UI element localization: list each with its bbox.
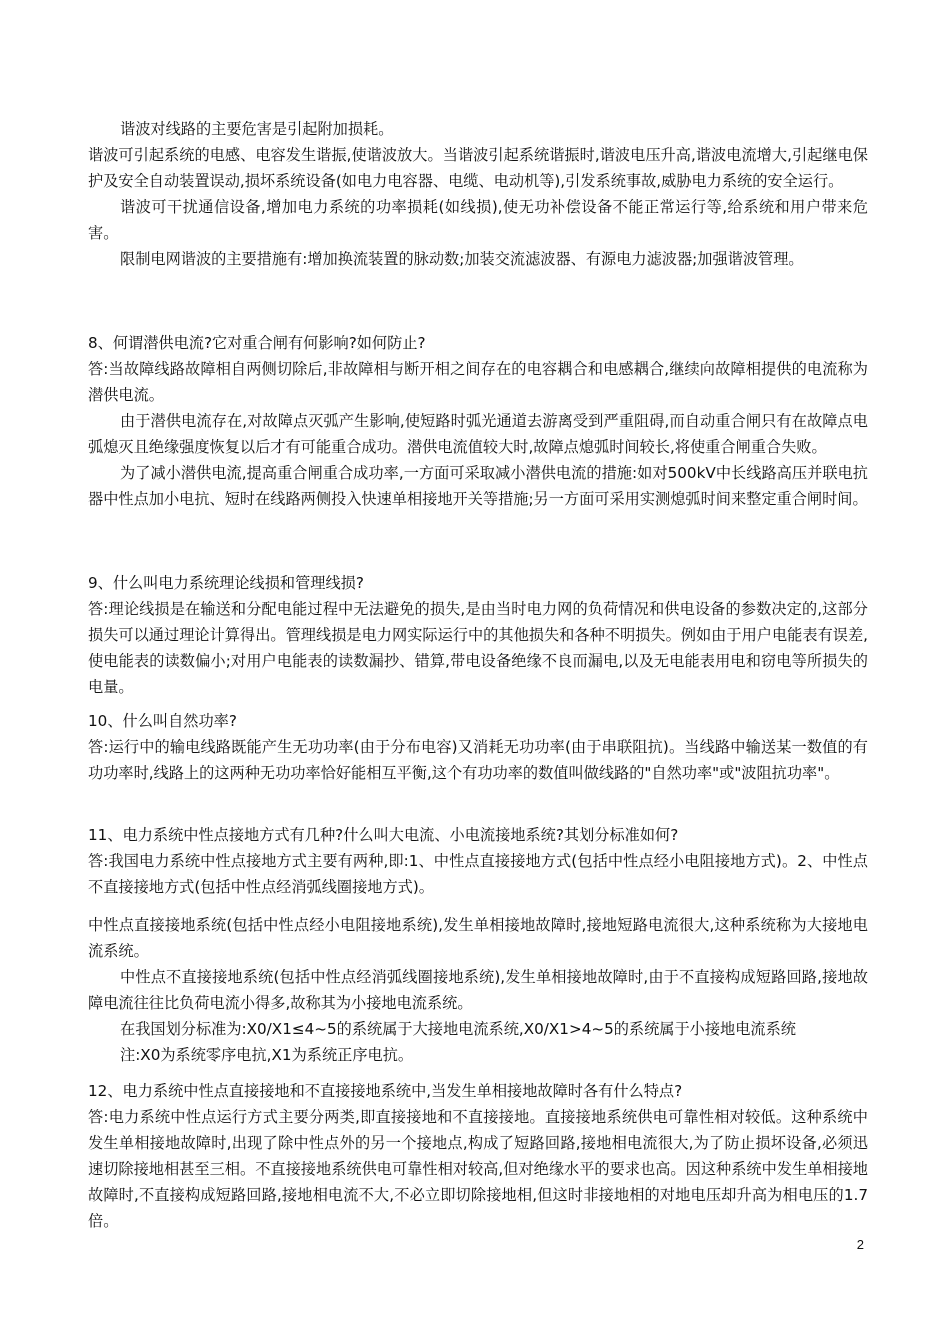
paragraph: 中性点直接接地系统(包括中性点经小电阻接地系统),发生单相接地故障时,接地短路电流很大,这种系统称为大接地电流系统。 bbox=[88, 916, 868, 960]
page-number: 2 bbox=[856, 1237, 864, 1252]
section-q11-detail bbox=[88, 912, 868, 1068]
section-q9 bbox=[88, 570, 868, 700]
section-harmonics bbox=[88, 116, 868, 272]
paragraph: 为了减小潜供电流,提高重合闸重合成功率,一方面可采取减小潜供电流的措施:如对500kV中长线路高压并联电抗器中性点加小电抗、短时在线路两侧投入快速单相接地开关等措施;另一方面可采用实测熄弧时间来整定重合闸时间。 bbox=[88, 464, 868, 508]
answer-paragraph: 答:运行中的输电线路既能产生无功功率(由于分布电容)又消耗无功功率(由于串联阻抗)。当线路中输送某一数值的有功功率时,线路上的这两种无功功率恰好能相互平衡,这个有功功率的数值叫做线路的"自然功率"或"波阻抗功率"。 bbox=[88, 738, 868, 782]
answer-paragraph: 答:理论线损是在输送和分配电能过程中无法避免的损失,是由当时电力网的负荷情况和供电设备的参数决定的,这部分损失可以通过理论计算得出。管理线损是电力网实际运行中的其他损失和各种不明损失。例如由于用户电能表有误差,使电能表的读数偏小;对用户电能表的读数漏抄、错算,带电设备绝缘不良而漏电,以及无电能表用电和窃电等所损失的电量。 bbox=[88, 600, 868, 696]
paragraph: 谐波可干扰通信设备,增加电力系统的功率损耗(如线损),使无功补偿设备不能正常运行等,给系统和用户带来危害。 bbox=[88, 198, 868, 242]
answer-paragraph: 答:当故障线路故障相自两侧切除后,非故障相与断开相之间存在的电容耦合和电感耦合,继续向故障相提供的电流称为潜供电流。 bbox=[88, 360, 868, 404]
paragraph: 限制电网谐波的主要措施有:增加换流装置的脉动数;加装交流滤波器、有源电力滤波器;加强谐波管理。 bbox=[120, 250, 804, 268]
paragraph: 在我国划分标准为:X0/X1≤4~5的系统属于大接地电流系统,X0/X1>4~5的系统属于小接地电流系统 bbox=[120, 1020, 796, 1038]
paragraph: 由于潜供电流存在,对故障点灭弧产生影响,使短路时弧光通道去游离受到严重阻碍,而自动重合闸只有在故障点电弧熄灭且绝缘强度恢复以后才有可能重合成功。潜供电流值较大时,故障点熄弧时间较长,将使重合闸重合失败。 bbox=[88, 412, 868, 456]
question-heading: 8、何谓潜供电流?它对重合闸有何影响?如何防止? bbox=[88, 334, 426, 352]
section-q10 bbox=[88, 708, 868, 786]
note-paragraph: 注:X0为系统零序电抗,X1为系统正序电抗。 bbox=[120, 1046, 414, 1064]
question-heading: 9、什么叫电力系统理论线损和管理线损? bbox=[88, 574, 364, 592]
section-q11 bbox=[88, 822, 868, 900]
paragraph: 谐波可引起系统的电感、电容发生谐振,使谐波放大。当谐波引起系统谐振时,谐波电压升高,谐波电流增大,引起继电保护及安全自动装置误动,损坏系统设备(如电力电容器、电缆、电动机等),引发系统事故,威胁电力系统的安全运行。 bbox=[88, 146, 868, 190]
section-q12 bbox=[88, 1078, 868, 1234]
question-heading: 10、什么叫自然功率? bbox=[88, 712, 237, 730]
answer-paragraph: 答:电力系统中性点运行方式主要分两类,即直接接地和不直接接地。直接接地系统供电可靠性相对较低。这种系统中发生单相接地故障时,出现了除中性点外的另一个接地点,构成了短路回路,接地相电流很大,为了防止损坏设备,必须迅速切除接地相甚至三相。不直接接地系统供电可靠性相对较高,但对绝缘水平的要求也高。因这种系统中发生单相接地故障时,不直接构成短路回路,接地相电流不大,不必立即切除接地相,但这时非接地相的对地电压却升高为相电压的1.7倍。 bbox=[88, 1108, 868, 1230]
section-q8 bbox=[88, 330, 868, 512]
question-heading: 11、电力系统中性点接地方式有几种?什么叫大电流、小电流接地系统?其划分标准如何? bbox=[88, 826, 679, 844]
paragraph: 中性点不直接接地系统(包括中性点经消弧线圈接地系统),发生单相接地故障时,由于不直接构成短路回路,接地故障电流往往比负荷电流小得多,故称其为小接地电流系统。 bbox=[88, 968, 868, 1012]
question-heading: 12、电力系统中性点直接接地和不直接接地系统中,当发生单相接地故障时各有什么特点? bbox=[88, 1082, 683, 1100]
answer-paragraph: 答:我国电力系统中性点接地方式主要有两种,即:1、中性点直接接地方式(包括中性点经小电阻接地方式)。2、中性点不直接接地方式(包括中性点经消弧线圈接地方式)。 bbox=[88, 852, 868, 896]
paragraph: 谐波对线路的主要危害是引起附加损耗。 bbox=[120, 120, 394, 138]
